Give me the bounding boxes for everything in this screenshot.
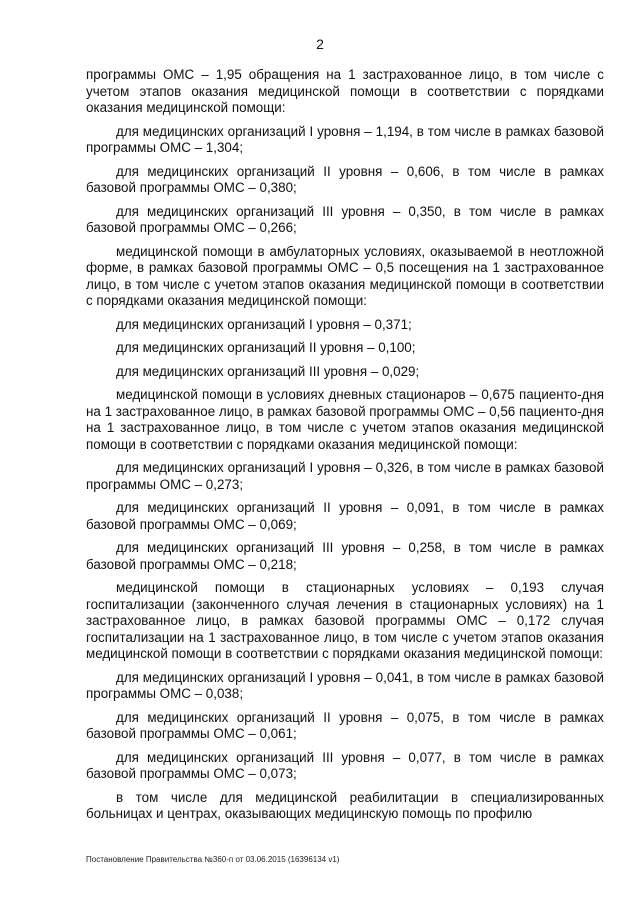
- paragraph: для медицинских организаций III уровня – 0,029;: [116, 363, 420, 379]
- paragraph: для медицинских организаций I уровня – 0,371;: [116, 316, 412, 332]
- document-body: [86, 67, 604, 830]
- paragraph: для медицинских организаций I уровня – 1,194, в том числе в рамках базовой программы ОМС – 1,304;: [86, 123, 604, 155]
- paragraph: в том числе для медицинской реабилитации в специализированных больницах и центрах, оказывающих медицинскую помощь по профилю: [86, 789, 604, 821]
- paragraph: для медицинских организаций I уровня – 0,041, в том числе в рамках базовой программы ОМС – 0,038;: [86, 669, 604, 701]
- paragraph: программы ОМС – 1,95 обращения на 1 застрахованное лицо, в том числе с учетом этапов оказания медицинской помощи в соответствии с порядками оказания медицинской помощи:: [86, 67, 604, 115]
- paragraph: медицинской помощи в условиях дневных стационаров – 0,675 пациенто-дня на 1 застрахованное лицо, в рамках базовой программы ОМС – 0,56 пациенто-дня на 1 застрахованное лицо, в том числе с учетом этапов оказания медицинской помощи в соответствии с порядками оказания медицинской помощи:: [86, 387, 604, 452]
- paragraph: для медицинских организаций II уровня – 0,100;: [116, 340, 416, 355]
- paragraph: для медицинских организаций III уровня – 0,350, в том числе в рамках базовой программы ОМС – 0,266;: [86, 203, 604, 235]
- page-number: 2: [316, 36, 324, 52]
- paragraph: для медицинских организаций II уровня – 0,075, в том числе в рамках базовой программы ОМС – 0,061;: [86, 709, 604, 741]
- paragraph: для медицинских организаций III уровня – 0,258, в том числе в рамках базовой программы ОМС – 0,218;: [86, 540, 604, 572]
- paragraph: для медицинских организаций III уровня – 0,077, в том числе в рамках базовой программы ОМС – 0,073;: [86, 749, 604, 781]
- paragraph: для медицинских организаций II уровня – 0,091, в том числе в рамках базовой программы ОМС – 0,069;: [86, 500, 604, 532]
- paragraph: для медицинских организаций I уровня – 0,326, в том числе в рамках базовой программы ОМС – 0,273;: [86, 460, 604, 492]
- paragraph: медицинской помощи в амбулаторных условиях, оказываемой в неотложной форме, в рамках базовой программы ОМС – 0,5 посещения на 1 застрахованное лицо, в том числе с учетом этапов оказания медицинской помощи в соответствии с порядками оказания медицинской помощи:: [86, 243, 604, 308]
- paragraph: медицинской помощи в стационарных условиях – 0,193 случая госпитализации (законченного случая лечения в стационарных условиях) на 1 застрахованное лицо, в рамках базовой программы ОМС – 0,172 случая госпитализации на 1 застрахованное лицо, в том числе с учетом этапов оказания медицинской помощи в соответствии с порядками оказания медицинской помощи:: [86, 580, 604, 661]
- footer-document-reference: Постановление Правительства №360-п от 03.06.2015 (16396134 v1): [86, 855, 340, 864]
- paragraph: для медицинских организаций II уровня – 0,606, в том числе в рамках базовой программы ОМС – 0,380;: [86, 163, 604, 195]
